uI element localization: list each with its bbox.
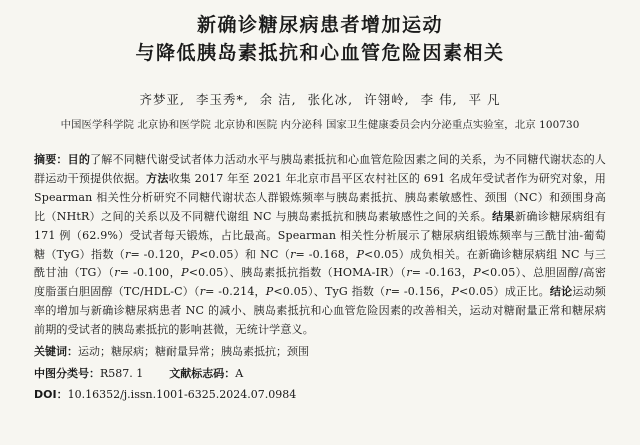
abstract (34, 151, 606, 340)
results-text: <0.05）、总胆固醇/高密度脂蛋白胆固醇（TC/HDL-C）（ (34, 266, 607, 299)
objective-text: 了解不同糖代谢受试者体力活动水平与胰岛素抵抗和心血管危险因素之间的关系，为不同糖代谢状态的人群运动干预提供依据。 (34, 153, 606, 185)
results-text: = -0.214， (205, 285, 266, 299)
affiliation: 中国医学科学院 北京协和医学院 北京协和医院 内分泌科 国家卫生健康委员会内分泌重点实验室，北京 100730 (60, 119, 580, 131)
author-name: 张化冰 (307, 92, 349, 107)
author-list: 齐梦亚, 李玉秀*, 余 洁, 张化冰, 许翎岭, 李 伟, 平 凡 (139, 92, 501, 107)
results-text: <0.05）、胰岛素抵抗指数（HOMA-IR）（ (188, 266, 407, 280)
conclusion-label: 结论 (549, 285, 573, 299)
results-text: <0.05）成负相关。在新确诊糖尿病组 NC 与三酰甘油（TG）（ (34, 247, 606, 280)
classification-label: 中图分类号： (34, 366, 100, 380)
methods-text: 收集 2017 年至 2021 年北京市昌平区农村社区的 691 名成年受试者作为研究对象，用 Spearman 相关性分析研究不同糖代谢状态人群锻炼频率与胰岛素抵抗、胰岛素敏感性、颈围（NC）和颈围身高比（NHtR）之间的关系以及不同糖代谢组 NC 与胰岛素抵抗和胰岛素敏感性之间的关系。 (34, 171, 606, 223)
stat-p: P (191, 247, 199, 261)
conclusion-text: 运动频率的增加与新确诊糖尿病患者 NC 的减小、胰岛素抵抗和心血管危险因素的改善相关，运动对糖耐量正常和糖尿病前期的受试者的胰岛素抵抗的影响甚微，无统计学意义。 (34, 285, 607, 337)
keywords (34, 343, 606, 362)
stat-r: r (199, 285, 206, 299)
stat-r: r (406, 266, 412, 280)
results-text: = -0.156， (390, 285, 452, 299)
title-line-2: 与降低胰岛素抵抗和心血管危险因素相关 (135, 42, 505, 64)
results-text: = -0.100， (119, 266, 182, 280)
classification-value: R587. 1 (100, 366, 144, 380)
author-name: 李 伟 (420, 92, 453, 107)
keywords-label: 关键词： (34, 345, 78, 359)
stat-r: r (290, 247, 296, 261)
doi-value: 10.16352/j.issn.1001-6325.2024.07.0984 (67, 388, 297, 402)
results-text: <0.05）和 NC（ (198, 247, 291, 261)
results-text: = -0.163， (411, 266, 474, 280)
results-label: 结果 (492, 209, 515, 223)
stat-p: P (265, 285, 274, 299)
stat-p: P (356, 247, 365, 261)
stat-p: P (451, 285, 459, 299)
author-name: 李玉秀* (195, 92, 244, 107)
stat-r: r (114, 266, 120, 280)
doc-code-label: 文献标志码： (169, 366, 236, 380)
results-text: 新确诊糖尿病组有 171 例（62.9%）受试者每天锻炼，占比最高。Spearman 相关性分析展示了糖尿病组锻炼频率与三酰甘油-葡萄糖（TyG）指数（ (34, 209, 606, 261)
author-name: 许翎岭 (364, 92, 405, 107)
abstract-label: 摘要： (34, 153, 68, 166)
stat-p: P (473, 266, 481, 280)
methods-label: 方法 (146, 171, 169, 185)
results-text: <0.05）成正比。 (458, 285, 550, 299)
doi (34, 386, 606, 405)
doc-code-value: A (235, 366, 244, 380)
author-name: 平 凡 (468, 92, 501, 107)
stat-r: r (385, 285, 391, 299)
author-name: 齐梦亚 (139, 92, 180, 107)
classification (34, 365, 606, 384)
author-name: 余 洁 (259, 92, 292, 107)
keywords-text: 运动；糖尿病；糖耐量异常；胰岛素抵抗；颈围 (78, 345, 309, 359)
stat-r: r (125, 247, 131, 261)
results-text: = -0.168， (295, 247, 357, 261)
objective-label: 目的 (67, 153, 91, 166)
doi-label: DOI： (34, 388, 68, 402)
stat-p: P (181, 266, 189, 280)
title-line-1: 新确诊糖尿病患者增加运动 (196, 14, 443, 36)
results-text: <0.05）、TyG 指数（ (273, 285, 386, 299)
results-text: = -0.120， (130, 247, 192, 261)
